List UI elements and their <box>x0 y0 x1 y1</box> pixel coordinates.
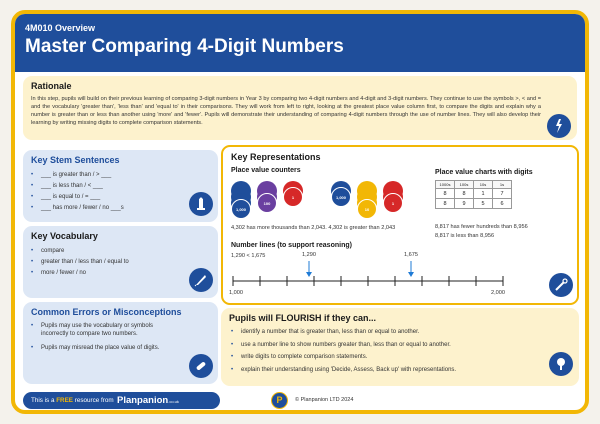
list-item: • compare <box>31 246 129 257</box>
bandage-icon <box>189 354 213 378</box>
vocabulary-title: Key Vocabulary <box>31 231 98 241</box>
page-frame <box>11 10 589 414</box>
misconceptions-title: Common Errors or Misconceptions <box>31 307 182 317</box>
footer <box>15 388 585 414</box>
stem-sentences-list <box>31 170 124 214</box>
charts-caption-2: 8,817 is less than 8,956 <box>435 233 495 239</box>
lightning-brain-icon <box>547 114 571 138</box>
number-line-marker-2: 1,675 <box>404 252 418 258</box>
table-row: 8 9 5 6 <box>436 199 512 209</box>
misconceptions-list <box>31 322 181 358</box>
free-resource-banner: This is a FREE resource from Planpanion.co.uk <box>23 392 220 409</box>
stem-sentences-panel <box>23 150 218 222</box>
free-word: FREE <box>56 397 73 404</box>
planpanion-brand[interactable]: Planpanion.co.uk <box>117 395 179 406</box>
speech-tower-icon <box>189 192 213 216</box>
list-item: • ___ is less than / < ___ <box>31 181 124 192</box>
key-representations-panel <box>221 145 579 305</box>
marker-arrow-1-head <box>306 272 312 277</box>
number-lines-title: Number lines (to support reasoning) <box>231 242 352 249</box>
list-item: • use a number line to show numbers greater than, less than or equal to another. <box>231 339 456 352</box>
number-line-marker-1: 1,290 <box>302 252 316 258</box>
ten-counter: 10 <box>357 199 377 219</box>
table-row: 8 8 1 7 <box>436 189 512 199</box>
counters-caption: 4,302 has more thousands than 2,043. 4,302 is greater than 2,043 <box>231 225 396 231</box>
tree-icon <box>549 352 573 376</box>
tools-icon <box>549 273 573 297</box>
table-header: 100s <box>455 181 474 189</box>
number-line <box>223 257 579 297</box>
number-line-start: 1,000 <box>229 290 243 296</box>
list-item: • Pupils may misread the place value of digits. <box>31 344 181 352</box>
one-counter: 1 <box>383 193 403 213</box>
vocabulary-panel <box>23 226 218 298</box>
planpanion-logo-icon: P <box>271 392 288 409</box>
marker-arrow-2-head <box>408 272 414 277</box>
header-banner <box>15 14 585 72</box>
counters-title: Place value counters <box>231 167 301 174</box>
list-item: • identify a number that is greater than, less than or equal to another. <box>231 326 456 339</box>
table-header: 1s <box>493 181 512 189</box>
list-item: • more / fewer / no <box>31 268 129 279</box>
flourish-panel <box>221 308 579 386</box>
list-item: • ___ has more / fewer / no ___s <box>31 203 124 214</box>
place-value-table <box>435 180 512 209</box>
lesson-code: 4M010 Overview <box>25 23 96 33</box>
list-item: • ___ is equal to / = ___ <box>31 192 124 203</box>
flourish-title: Pupils will FLOURISH if they can... <box>229 313 377 323</box>
table-header: 1000s <box>436 181 455 189</box>
thousand-counter: 1,000 <box>231 199 251 219</box>
stem-sentences-title: Key Stem Sentences <box>31 155 120 165</box>
list-item: • write digits to complete comparison statements. <box>231 351 456 364</box>
list-item: • greater than / less than / equal to <box>31 257 129 268</box>
misconceptions-panel <box>23 302 218 384</box>
rationale-panel <box>23 76 577 140</box>
list-item: • explain their understanding using 'Decide, Assess, Back up' with representations. <box>231 364 456 377</box>
quill-pen-icon <box>189 268 213 292</box>
one-counter: 1 <box>283 187 303 207</box>
number-line-statement: 1,290 < 1,675 <box>231 253 266 259</box>
copyright-text: © Planpanion LTD 2024 <box>295 397 354 403</box>
number-line-end: 2,000 <box>491 290 505 296</box>
page-title: Master Comparing 4-Digit Numbers <box>25 36 344 57</box>
key-representations-title: Key Representations <box>231 152 321 162</box>
flourish-list <box>231 326 456 376</box>
charts-caption-1: 8,817 has fewer hundreds than 8,956 <box>435 224 528 230</box>
hundred-counter: 100 <box>257 193 277 213</box>
charts-title: Place value charts with digits <box>435 169 533 176</box>
list-item: • Pupils may use the vocabulary or symbols incorrectly to compare two numbers. <box>31 322 181 338</box>
rationale-title: Rationale <box>31 81 72 91</box>
rationale-text: In this step, pupils will build on their previous learning of comparing 3-digit numbers in Year 3 by comparing two 4-digit numbers and 4-digit and 3-digit numbers. They continue to use the symbols >, < and = and the vocabulary 'greater than', 'less than' and 'equal to' in their comparisons. They will work from left to right, looking at the greatest place value column first, to compare the digits and explain why a number is greater than or less than another using 'more' and 'fewer'. Pupils will demonstrate their understanding of comparing 4-digit numbers through the use of number lines. They will also develop their learning by writing missing digits to complete comparison statements. <box>31 96 541 126</box>
table-header: 10s <box>474 181 493 189</box>
vocabulary-list <box>31 246 129 279</box>
thousand-counter: 1,000 <box>331 187 351 207</box>
list-item: • ___ is greater than / > ___ <box>31 170 124 181</box>
